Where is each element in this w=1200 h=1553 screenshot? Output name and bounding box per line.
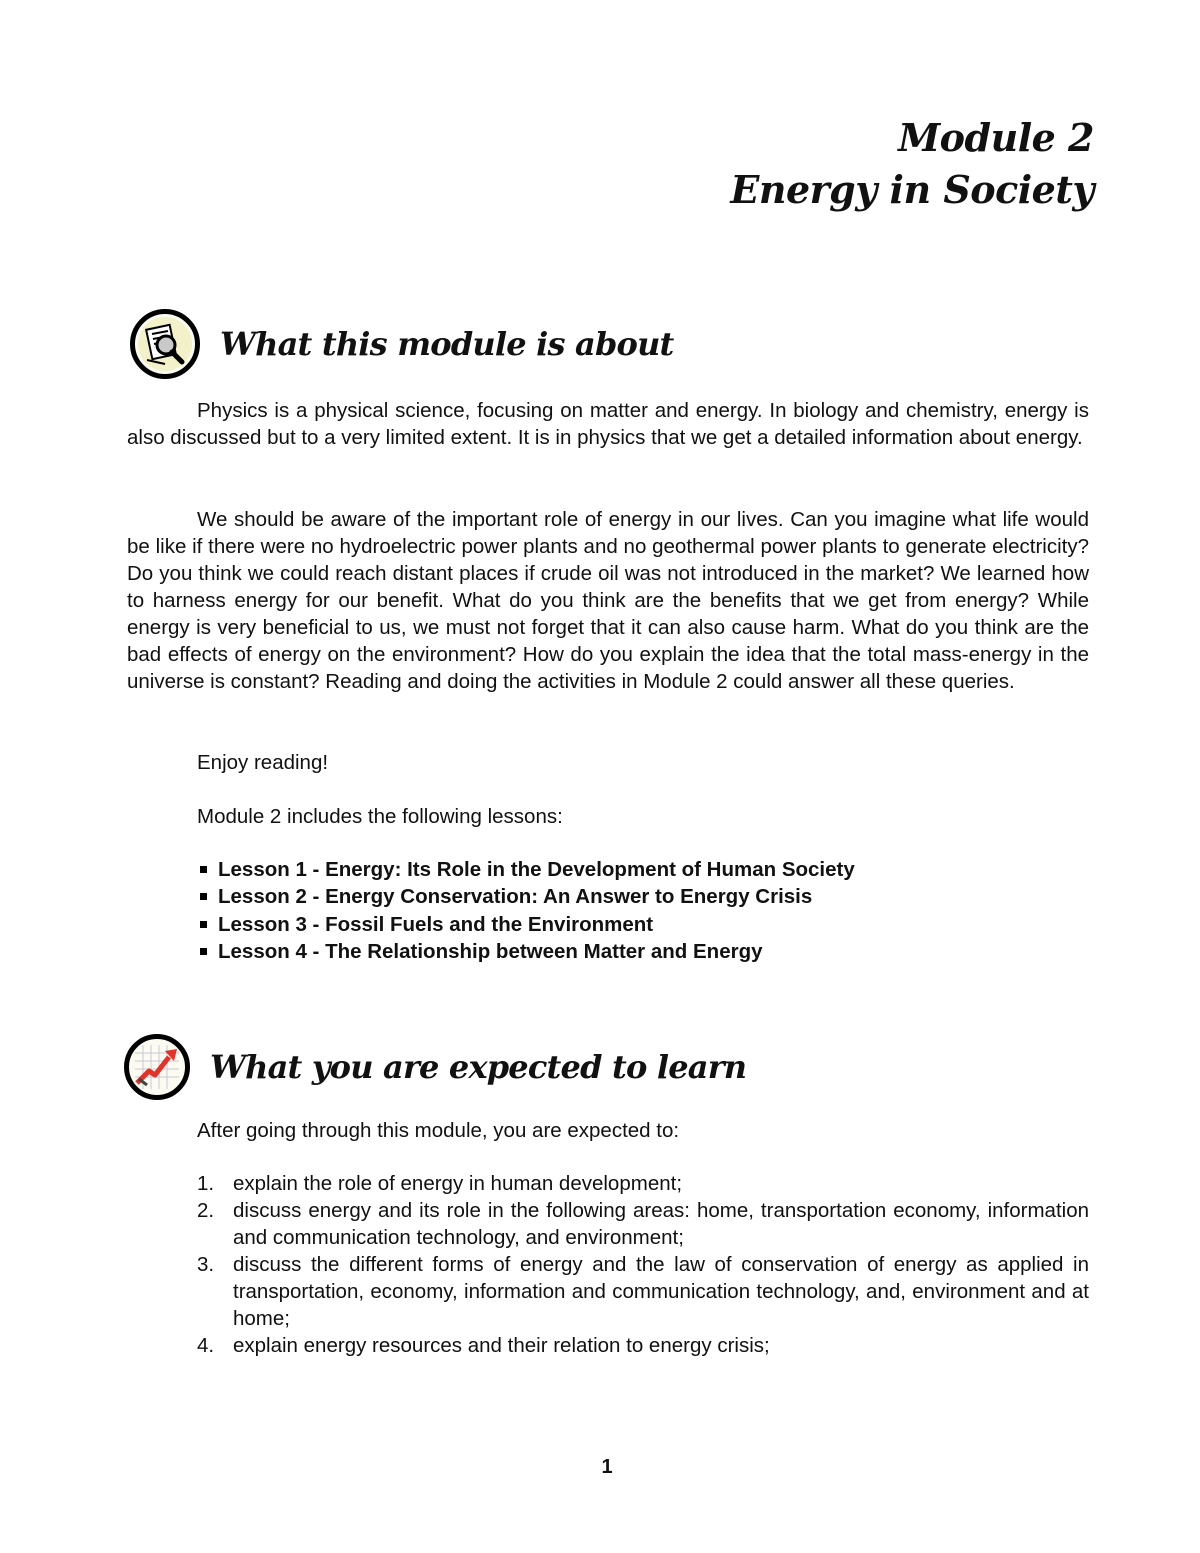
section-title: What this module is about (220, 325, 674, 363)
list-item (197, 938, 855, 965)
paragraph-intro: Physics is a physical science, focusing on matter and energy. In biology and chemistry, energy is also discussed but to a very limited extent. It is in physics that we get a detailed information about energy. (127, 399, 1089, 449)
enjoy-text: Enjoy reading! (197, 751, 329, 774)
objective-text: explain the role of energy in human development; (233, 1172, 683, 1195)
bullet-icon (200, 893, 207, 900)
lesson-label: Lesson 2 - Energy Conservation: An Answer to Energy Crisis (218, 885, 813, 909)
lesson-label: Lesson 3 - Fossil Fuels and the Environment (218, 912, 654, 936)
list-item (197, 1170, 1089, 1197)
magnifier-document-icon (130, 309, 200, 379)
section-heading-learn (124, 1034, 746, 1100)
objective-number: 2. (197, 1199, 215, 1222)
module-number: Module 2 (898, 115, 1094, 160)
rising-arrow-chart-icon (124, 1034, 190, 1100)
objective-text: discuss energy and its role in the following areas: home, transportation economy, information and communication technology, and environment; (233, 1199, 1089, 1249)
lessons-intro: Module 2 includes the following lessons: (197, 805, 563, 828)
bullet-icon (200, 866, 207, 873)
objective-text: explain energy resources and their relation to energy crisis; (233, 1334, 770, 1357)
module-name: Energy in Society (730, 167, 1094, 212)
objective-number: 4. (197, 1334, 215, 1357)
lesson-label: Lesson 1 - Energy: Its Role in the Development of Human Society (218, 858, 855, 881)
section-heading-about (130, 309, 674, 379)
page-number: 1 (601, 1456, 613, 1478)
lesson-label: Lesson 4 - The Relationship between Matter and Energy (218, 939, 763, 963)
section-title: What you are expected to learn (210, 1048, 747, 1086)
bullet-icon (200, 921, 207, 928)
bullet-icon (200, 948, 207, 955)
module-title (730, 112, 1094, 216)
list-item (197, 856, 855, 883)
list-item (197, 1251, 1089, 1332)
list-item (197, 883, 855, 910)
list-item (197, 1332, 1089, 1359)
lesson-list (197, 856, 855, 965)
objective-text: discuss the different forms of energy and the law of conservation of energy as applied in transportation, economy, information and communication technology, and, environment and at home; (233, 1253, 1089, 1330)
objectives-intro: After going through this module, you are expected to: (197, 1119, 680, 1142)
objective-list (197, 1170, 1089, 1359)
objective-number: 3. (197, 1253, 215, 1276)
paragraph-energy-role: We should be aware of the important role of energy in our lives. Can you imagine what life would be like if there were no hydroelectric power plants and no geothermal power plants to generate electricity? Do you think we could reach distant places if crude oil was not introduced in the market? We learned how to harness energy for our benefit. What do you think are the benefits that we get from energy? While energy is very beneficial to us, we must not forget that it can also cause harm. What do you think are the bad effects of energy on the environment? How do you explain the idea that the total mass-energy in the universe is constant? Reading and doing the activities in Module 2 could answer all these queries. (127, 508, 1089, 693)
objective-number: 1. (197, 1172, 215, 1195)
list-item (197, 1197, 1089, 1251)
list-item (197, 911, 855, 938)
